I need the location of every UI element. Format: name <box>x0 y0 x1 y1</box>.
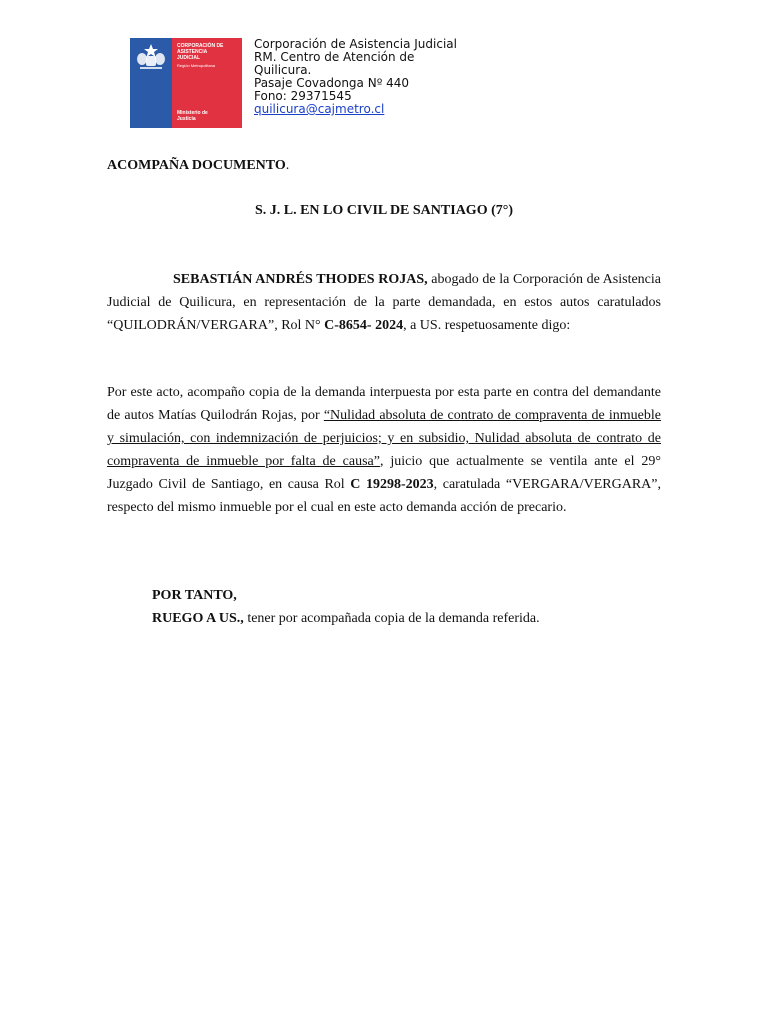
phone: Fono: 29371545 <box>254 89 352 103</box>
court-heading: S. J. L. EN LO CIVIL DE SANTIAGO (7°) <box>254 203 514 218</box>
logo-org-text: CORPORACIÓN DE ASISTENCIA JUDICIAL <box>177 43 224 61</box>
document-title-text: ACOMPAÑA DOCUMENTO <box>107 158 286 173</box>
institution-logo <box>130 38 242 128</box>
paragraph-appearance: SEBASTIÁN ANDRÉS THODES ROJAS, abogado de la Corporación de Asistencia Judicial de Quilicura, en representación de la parte demandada, en estos autos caratulados “QUILODRÁN/VERGARA”, Rol N° C-8654- 2024, a US. respetuosamente digo: <box>107 272 661 333</box>
address: Pasaje Covadonga Nº 440 <box>254 76 410 90</box>
logo-red-panel <box>172 38 242 128</box>
logo-ministry-text: Ministerio de Justicia <box>177 110 208 122</box>
email-link[interactable]: quilicura@cajmetro.cl <box>254 102 385 116</box>
logo-region-text: Región Metropolitana <box>177 63 216 68</box>
letterhead-info <box>254 38 457 116</box>
logo-blue-panel <box>130 38 172 128</box>
lawsuit-subject: “Nulidad absoluta de contrato de compraventa de inmueble y simulación, con indemnización de perjuicios; y en subsidio, Nulidad absoluta de contrato de compraventa de inmueble por falta de causa” <box>107 408 661 469</box>
document-title <box>107 158 289 174</box>
related-case-rol: C 19298-2023 <box>350 477 434 492</box>
closing-por-tanto: POR TANTO, <box>152 588 237 603</box>
case-rol: C-8654- 2024 <box>324 318 404 333</box>
center-line-2: Quilicura. <box>254 63 312 77</box>
org-name: Corporación de Asistencia Judicial <box>254 37 457 51</box>
closing-request: RUEGO A US., tener por acompañada copia de la demanda referida. <box>152 611 540 626</box>
document-title-period: . <box>285 158 290 173</box>
paragraph-body: Por este acto, acompaño copia de la demanda interpuesta por esta parte en contra del demandante de autos Matías Quilodrán Rojas, por “Nulidad absoluta de contrato de compraventa de inmueble y simulación, con indemnización de perjuicios; y en subsidio, Nulidad absoluta de contrato de compraventa de inmueble por falta de causa”, juicio que actualmente se ventila ante el 29° Juzgado Civil de Santiago, en causa Rol C 19298-2023, caratulada “VERGARA/VERGARA”, respecto del mismo inmueble por el cual en este acto demanda acción de precario. <box>107 385 662 515</box>
chile-coat-of-arms-icon <box>134 41 168 71</box>
center-line-1: RM. Centro de Atención de <box>254 50 415 64</box>
lawyer-name: SEBASTIÁN ANDRÉS THODES ROJAS, <box>173 272 428 287</box>
